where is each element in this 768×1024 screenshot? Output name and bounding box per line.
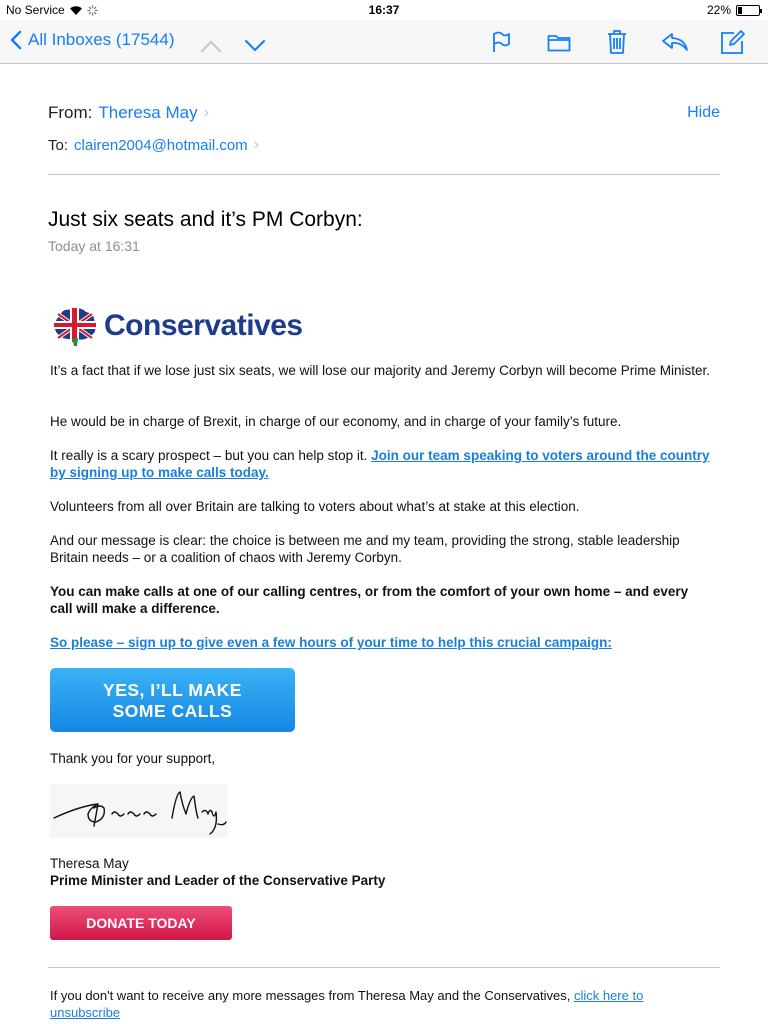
battery-percent: 22% [706, 3, 731, 17]
compose-icon [720, 29, 746, 55]
header-divider [48, 174, 720, 175]
from-label: From: [48, 103, 93, 122]
previous-message-button[interactable] [196, 32, 226, 60]
battery-icon [736, 5, 760, 16]
logo-text: Conservatives [104, 309, 303, 342]
paragraph-5: And our message is clear: the choice is between me and my team, providing the strong, stable leadership Britain needs – or a coalition of chaos with Jeremy Corbyn. [50, 533, 680, 565]
unsubscribe-text [50, 987, 710, 1021]
to-row [48, 130, 720, 160]
recipient-address[interactable]: clairen2004@hotmail.com [74, 136, 248, 154]
reply-button[interactable] [660, 28, 690, 56]
thanks-text: Thank you for your support, [50, 751, 216, 766]
unsubscribe-notice: If you don't want to receive any more messages from Theresa May and the Conservatives, [50, 988, 574, 1003]
trash-icon [606, 29, 628, 55]
paragraph-3-text: It really is a scary prospect – but you can help stop it. [50, 448, 372, 463]
move-folder-button[interactable] [544, 28, 574, 56]
donate-button[interactable]: DONATE TODAY [50, 906, 232, 940]
compose-button[interactable] [718, 28, 748, 56]
paragraph-3 [50, 447, 710, 481]
chevron-right-icon: › [203, 104, 209, 121]
signature-image [50, 784, 228, 838]
sender-name[interactable]: Theresa May [98, 103, 198, 122]
status-right [707, 3, 760, 17]
flag-button[interactable] [486, 28, 516, 56]
cta-line-2: SOME CALLS [112, 701, 233, 721]
sign-up-link[interactable]: So please – sign up to give even a few hours of your time to help this crucial campaign: [50, 635, 612, 650]
cta-line-1: YES, I’LL MAKE [103, 680, 242, 700]
footer-divider [48, 967, 720, 968]
paragraph-1: It’s a fact that if we lose just six seats, we will lose our majority and Jeremy Corbyn will become Prime Minister. [50, 363, 710, 378]
union-jack-tree-icon [50, 306, 98, 346]
folder-icon [547, 32, 571, 52]
reply-icon [661, 32, 689, 52]
join-team-link[interactable]: Join our team speaking to voters around the country by signing up to make calls today. [50, 448, 710, 480]
unsubscribe-link[interactable]: click here to unsubscribe [50, 988, 644, 1020]
conservatives-logo [50, 306, 303, 346]
from-row [48, 96, 720, 130]
message-nav-arrows [196, 32, 270, 60]
chevron-up-icon [200, 39, 222, 53]
to-label: To: [48, 136, 69, 154]
make-calls-button[interactable] [50, 668, 295, 732]
flag-icon [491, 30, 511, 54]
nav-bar [0, 20, 768, 64]
status-bar [0, 0, 768, 20]
paragraph-2: He would be in charge of Brexit, in charge of our economy, and in charge of your family’s future. [50, 414, 622, 429]
hide-details-link[interactable]: Hide [687, 104, 720, 121]
email-date: Today at 16:31 [48, 238, 140, 254]
paragraph-6: You can make calls at one of our calling centres, or from the comfort of your own home – and every call will make a difference. [50, 584, 689, 616]
back-button[interactable] [10, 30, 174, 50]
chevron-left-icon [10, 30, 22, 50]
carrier-label: No Service [6, 3, 65, 17]
signer-title: Prime Minister and Leader of the Conservative Party [50, 873, 386, 888]
email-subject: Just six seats and it’s PM Corbyn: [48, 208, 363, 231]
trash-button[interactable] [602, 28, 632, 56]
back-label: All Inboxes (17544) [28, 30, 175, 49]
paragraph-7 [50, 634, 710, 651]
nav-actions [486, 28, 748, 56]
paragraph-4: Volunteers from all over Britain are talking to voters about what’s at stake at this election. [50, 499, 580, 514]
chevron-right-icon: › [253, 136, 259, 153]
chevron-down-icon [244, 39, 266, 53]
email-header [48, 96, 720, 160]
next-message-button[interactable] [240, 32, 270, 60]
status-time: 16:37 [368, 3, 400, 17]
signer-name: Theresa May [50, 856, 129, 871]
battery-fill [738, 7, 742, 14]
